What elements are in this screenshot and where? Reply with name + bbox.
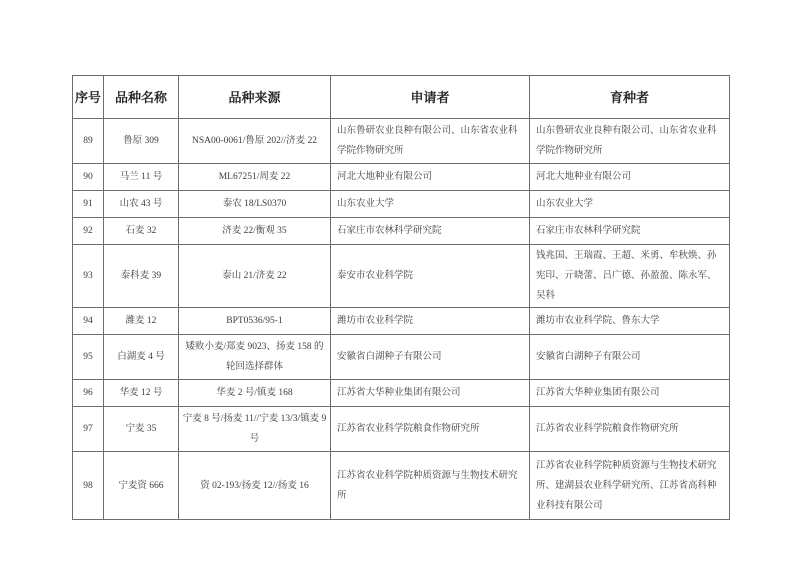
table-row [73, 335, 730, 380]
table-header-row [73, 76, 730, 119]
cell-name: 鲁原 309 [104, 119, 179, 164]
variety-table [72, 75, 730, 520]
cell-applicant: 安徽省白湖种子有限公司 [331, 335, 530, 380]
cell-breeder: 山东鲁研农业良种有限公司、山东省农业科学院作物研究所 [530, 119, 730, 164]
header-name: 品种名称 [104, 76, 179, 119]
cell-applicant: 江苏省农业科学院种质资源与生物技术研究所 [331, 452, 530, 520]
cell-name: 潍麦 12 [104, 308, 179, 335]
cell-name: 马兰 11 号 [104, 164, 179, 191]
table-row [73, 119, 730, 164]
cell-breeder: 潍坊市农业科学院、鲁东大学 [530, 308, 730, 335]
header-no: 序号 [73, 76, 104, 119]
cell-no: 93 [73, 245, 104, 308]
cell-source: 泰农 18/LS0370 [179, 191, 331, 218]
cell-name: 宁麦资 666 [104, 452, 179, 520]
cell-source: 济麦 22/衡观 35 [179, 218, 331, 245]
table-row [73, 164, 730, 191]
cell-applicant: 山东鲁研农业良种有限公司、山东省农业科学院作物研究所 [331, 119, 530, 164]
table-row [73, 380, 730, 407]
table-row [73, 452, 730, 520]
header-applicant: 申请者 [331, 76, 530, 119]
cell-name: 山农 43 号 [104, 191, 179, 218]
cell-no: 94 [73, 308, 104, 335]
cell-breeder: 安徽省白湖种子有限公司 [530, 335, 730, 380]
cell-applicant: 泰安市农业科学院 [331, 245, 530, 308]
table-row [73, 191, 730, 218]
cell-no: 91 [73, 191, 104, 218]
cell-source: 宁麦 8 号/扬麦 11//宁麦 13/3/镇麦 9 号 [179, 407, 331, 452]
header-source: 品种来源 [179, 76, 331, 119]
cell-source: NSA00-0061/鲁原 202//济麦 22 [179, 119, 331, 164]
cell-applicant: 江苏省大华种业集团有限公司 [331, 380, 530, 407]
cell-breeder: 山东农业大学 [530, 191, 730, 218]
cell-source: 资 02-193/扬麦 12//扬麦 16 [179, 452, 331, 520]
cell-no: 97 [73, 407, 104, 452]
cell-name: 泰科麦 39 [104, 245, 179, 308]
cell-source: BPT0536/95-1 [179, 308, 331, 335]
cell-no: 95 [73, 335, 104, 380]
cell-name: 白湖麦 4 号 [104, 335, 179, 380]
cell-no: 96 [73, 380, 104, 407]
cell-applicant: 山东农业大学 [331, 191, 530, 218]
cell-breeder: 钱兆国、王瑞霞、王超、米勇、牟秋焕、孙宪印、亓晓蕾、吕广德、孙盈盈、陈永军、吴科 [530, 245, 730, 308]
table-row [73, 245, 730, 308]
table-row [73, 218, 730, 245]
cell-applicant: 河北大地种业有限公司 [331, 164, 530, 191]
cell-no: 98 [73, 452, 104, 520]
cell-source: ML67251/周麦 22 [179, 164, 331, 191]
cell-breeder: 江苏省农业科学院粮食作物研究所 [530, 407, 730, 452]
table-row [73, 407, 730, 452]
cell-name: 石麦 32 [104, 218, 179, 245]
cell-breeder: 江苏省农业科学院种质资源与生物技术研究所、建湖县农业科学研究所、江苏省高科种业科技有限公司 [530, 452, 730, 520]
cell-source: 泰山 21/济麦 22 [179, 245, 331, 308]
cell-no: 89 [73, 119, 104, 164]
cell-breeder: 江苏省大华种业集团有限公司 [530, 380, 730, 407]
cell-no: 92 [73, 218, 104, 245]
cell-name: 华麦 12 号 [104, 380, 179, 407]
cell-applicant: 江苏省农业科学院粮食作物研究所 [331, 407, 530, 452]
cell-applicant: 潍坊市农业科学院 [331, 308, 530, 335]
cell-name: 宁麦 35 [104, 407, 179, 452]
header-breeder: 育种者 [530, 76, 730, 119]
cell-breeder: 河北大地种业有限公司 [530, 164, 730, 191]
cell-source: 矮败小麦/郑麦 9023、扬麦 158 的轮回选择群体 [179, 335, 331, 380]
cell-no: 90 [73, 164, 104, 191]
cell-breeder: 石家庄市农林科学研究院 [530, 218, 730, 245]
table-row [73, 308, 730, 335]
cell-source: 华麦 2 号/镇麦 168 [179, 380, 331, 407]
cell-applicant: 石家庄市农林科学研究院 [331, 218, 530, 245]
